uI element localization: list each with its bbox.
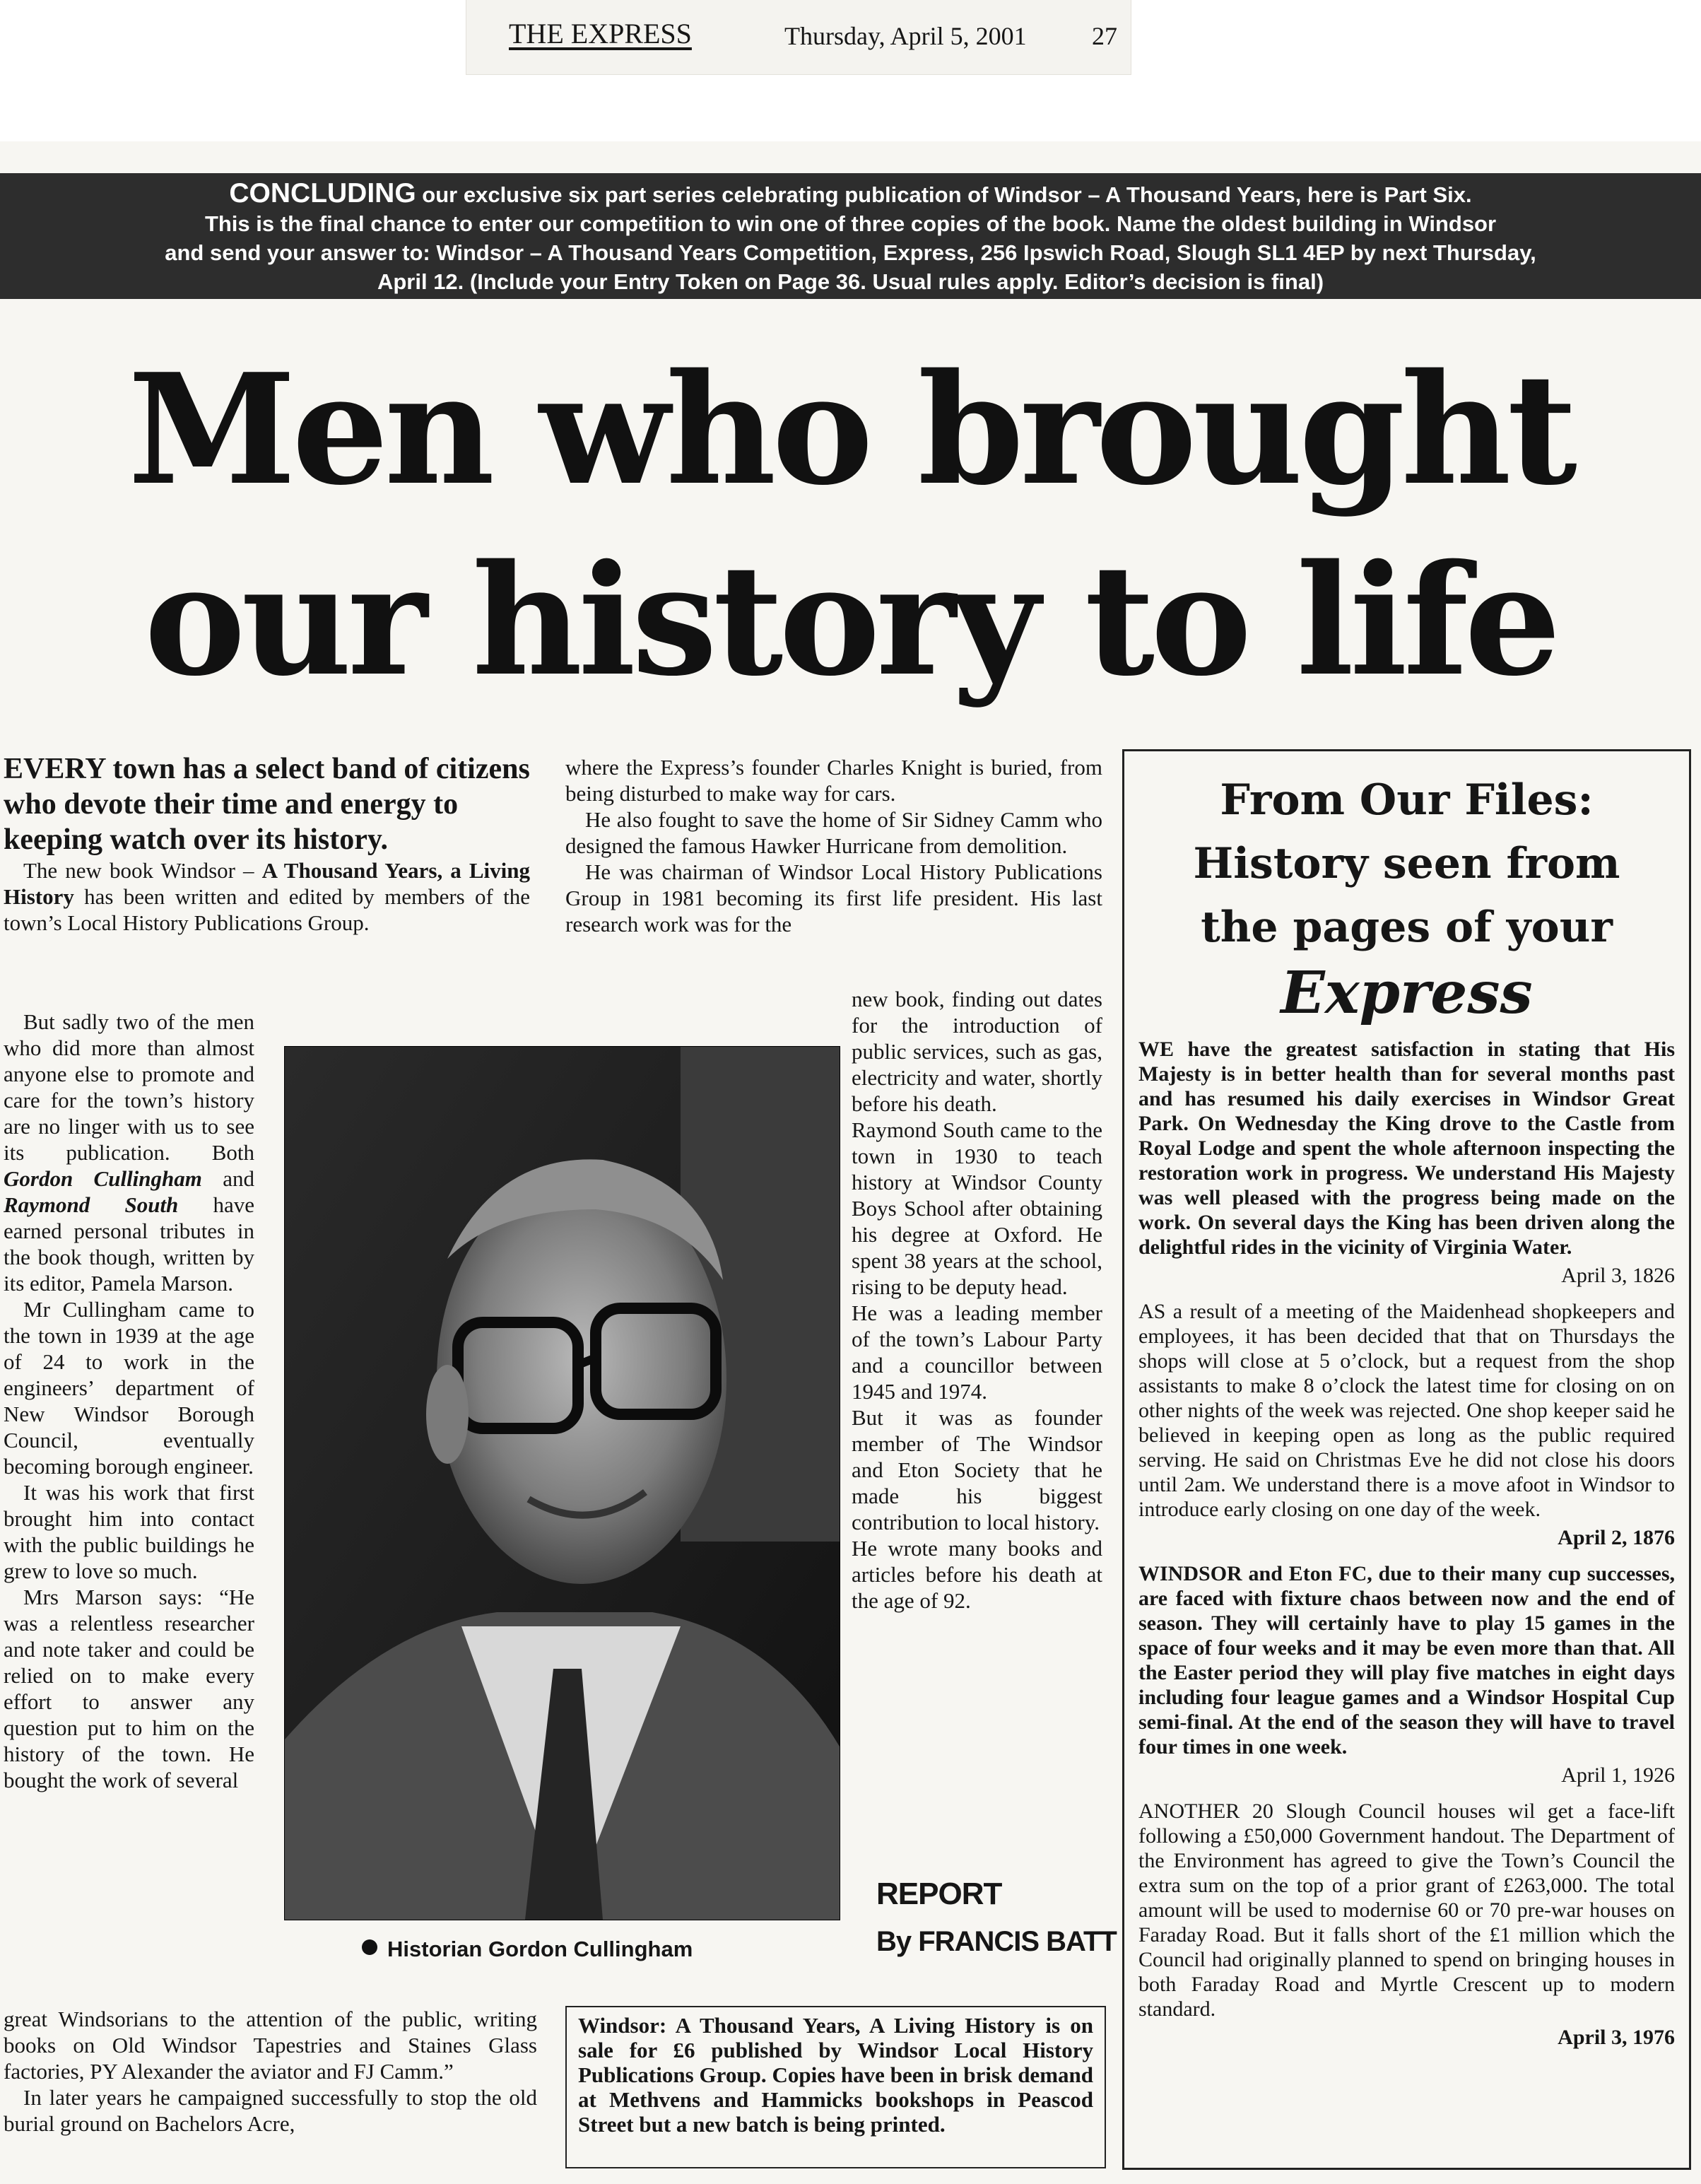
article-column-1-narrow [4, 1009, 254, 1793]
article-text: and [201, 1166, 254, 1191]
headline-line-1: Men who brought [128, 340, 1573, 519]
files-entry: ANOTHER 20 Slough Council houses wil get a face-lift following a £50,000 Government handout. The Department of the Environment has agreed to give the Town’s Council the extra sum on the top of a prior grant of £263,000. The total amount will be used to modernise 60 or 70 pre-war houses on Faraday Road. But it falls short of the £1 million which the Council had originally planned to spend on bringing houses in both Faraday Road and Myrtle Crescent up to modern standard. [1138, 1800, 1675, 2021]
article-paragraph: where the Express’s founder Charles Knight is buried, from being disturbed to make way for cars. [565, 755, 1102, 806]
article-text: But sadly two of the men who did more than almost anyone else to promote and care for the town’s history are no linger with us to see its publication. Both [4, 1009, 254, 1165]
article-paragraph: Mr Cullingham came to the town in 1939 at the age of 24 to work in the engineers’ department of New Windsor Borough Council, eventually becoming borough engineer. [4, 1297, 254, 1479]
banner-text-3: and send your answer to: Windsor – A Thousand Years Competition, Express, 256 Ipswich Road, Slough SL1 4EP by next Thursday, [165, 240, 1536, 265]
files-entry-date: April 3, 1976 [1558, 2026, 1675, 2049]
files-entry-date: April 1, 1926 [1561, 1763, 1675, 1787]
article-text: has been written and edited by members of the town’s Local History Publications Group. [4, 884, 530, 935]
files-title-line: From Our Files: [1220, 775, 1594, 825]
article-paragraph [4, 1009, 254, 1296]
article-text: have earned personal tributes in the book though, written by its editor, Pamela Marson. [4, 1192, 254, 1296]
book-sale-box: Windsor: A Thousand Years, A Living History is on sale for £6 published by Windsor Local History Publications Group. Copies have been in brisk demand at Methvens and Hammicks bookshops in Peascod Street but a new batch is being printed. [565, 2006, 1106, 2168]
article-paragraph: But it was as founder member of The Windsor and Eton Society that he made his biggest contribution to local history. [852, 1405, 1102, 1534]
files-entry: AS a result of a meeting of the Maidenhead shopkeepers and employees, it has been decided that that on Thursdays the shops will close at 5 o’clock, but a request from the shop assistants to make 8 o’clock the latest time for closing on on other nights of the week was rejected. One shop keeper said he believed in keeping open as long as the public required serving. He said on Christmas Eve he did not close his doors until 2am. We understand there is a move afoot in Windsor to introduce early closing on one day of the week. [1138, 1300, 1675, 1521]
article-lede: EVERY town has a select band of citizens who devote their time and energy to keeping watch over its history. [4, 753, 530, 856]
portrait-photo-image [285, 1047, 840, 1920]
portrait-photo [284, 1046, 840, 1920]
byline: By FRANCIS BATT [876, 1926, 1117, 1957]
bullet-icon [362, 1939, 377, 1955]
from-our-files-box [1122, 749, 1691, 2170]
article-paragraph: He was chairman of Windsor Local History Publications Group in 1981 becoming its first life president. His last research work was for the [565, 859, 1102, 937]
bleed-through-text [735, 134, 1696, 170]
files-title-line: the pages of your [1201, 903, 1613, 952]
article-column-1 [4, 751, 530, 936]
article-column-3 [852, 986, 1102, 1614]
masthead-page-number: 27 [1092, 22, 1117, 50]
article-paragraph: He also fought to save the home of Sir Sidney Camm who designed the famous Hawker Hurricane from demolition. [565, 807, 1102, 858]
files-title-express: Express [1281, 959, 1533, 1027]
article-paragraph: It was his work that first brought him into contact with the public buildings he grew to love so much. [4, 1480, 254, 1583]
banner-text-2: This is the final chance to enter our competition to win one of three copies of the book. Name the oldest building in Windsor [204, 211, 1497, 236]
article-text: The new book Windsor – [23, 858, 262, 883]
book-title: A Thousand Years, a Living History [4, 858, 530, 909]
files-title [1138, 768, 1675, 1027]
headline-line-2: our history to life [144, 531, 1557, 710]
article-paragraph: Mrs Marson says: “He was a relentless researcher and note taker and could be relied on to make every effort to answer any question put to him on the history of the town. He bought the work of several [4, 1585, 254, 1792]
report-label: REPORT [876, 1877, 1002, 1911]
photo-caption [362, 1937, 693, 1962]
banner-text-1: our exclusive six part series celebrating publication of Windsor – A Thousand Years, here is Part Six. [416, 182, 1472, 207]
files-entry-date: April 2, 1876 [1558, 1526, 1675, 1549]
files-entry-date: April 3, 1826 [1561, 1264, 1675, 1287]
photo-caption-text: Historian Gordon Cullingham [387, 1937, 693, 1961]
files-entry: WINDSOR and Eton FC, due to their many cup successes, are faced with fixture chaos between now and the end of season. They will certainly have to play 15 games in the space of four weeks and it may be even more than that. All the Easter period they will play five matches in eight days including four league games and a Windsor Hospital Cup semi-final. At the end of the season they will have to travel four times in one week. [1138, 1562, 1675, 1759]
person-name: Gordon Cullingham [4, 1166, 202, 1191]
banner-text-4: April 12. (Include your Entry Token on Page 36. Usual rules apply. Editor’s decision is final) [377, 269, 1324, 294]
masthead [466, 0, 1131, 74]
article-paragraph: He wrote many books and articles before his death at the age of 92. [852, 1536, 1102, 1613]
masthead-publication: THE EXPRESS [509, 18, 692, 49]
article-column-1-bottom [4, 2006, 537, 2137]
files-entry: WE have the greatest satisfaction in stating that His Majesty is in better health than for several months past and has resumed his daily exercises in Windsor Great Park. On Wednesday the King drove to the Castle from Royal Lodge and spent the whole afternoon inspecting the restoration work in progress. We understand His Majesty was well pleased with the progress being made on the work. On several days the King has been driven along the delightful rides in the vicinity of Virginia Water. [1138, 1038, 1675, 1259]
article-paragraph [4, 857, 530, 936]
files-title-line: History seen from [1193, 839, 1620, 888]
article-paragraph: Raymond South came to the town in 1930 to teach history at Windsor County Boys School after obtaining his degree at Oxford. He spent 38 years at the school, rising to be deputy head. [852, 1117, 1102, 1299]
article-paragraph: great Windsorians to the attention of the public, writing books on Old Windsor Tapestries and Staines Glass factories, PY Alexander the aviator and FJ Camm.” [4, 2007, 537, 2084]
article-column-2 [565, 754, 1102, 937]
article-paragraph: new book, finding out dates for the introduction of public services, such as gas, electricity and water, shortly before his death. [852, 987, 1102, 1116]
competition-banner [0, 173, 1701, 299]
person-name: Raymond South [4, 1192, 179, 1217]
article-paragraph: In later years he campaigned successfully to stop the old burial ground on Bachelors Acre, [4, 2085, 537, 2136]
banner-lead-word: CONCLUDING [229, 178, 416, 209]
masthead-date: Thursday, April 5, 2001 [784, 22, 1027, 50]
article-paragraph: He was a leading member of the town’s Labour Party and a councillor between 1945 and 1974. [852, 1301, 1102, 1404]
